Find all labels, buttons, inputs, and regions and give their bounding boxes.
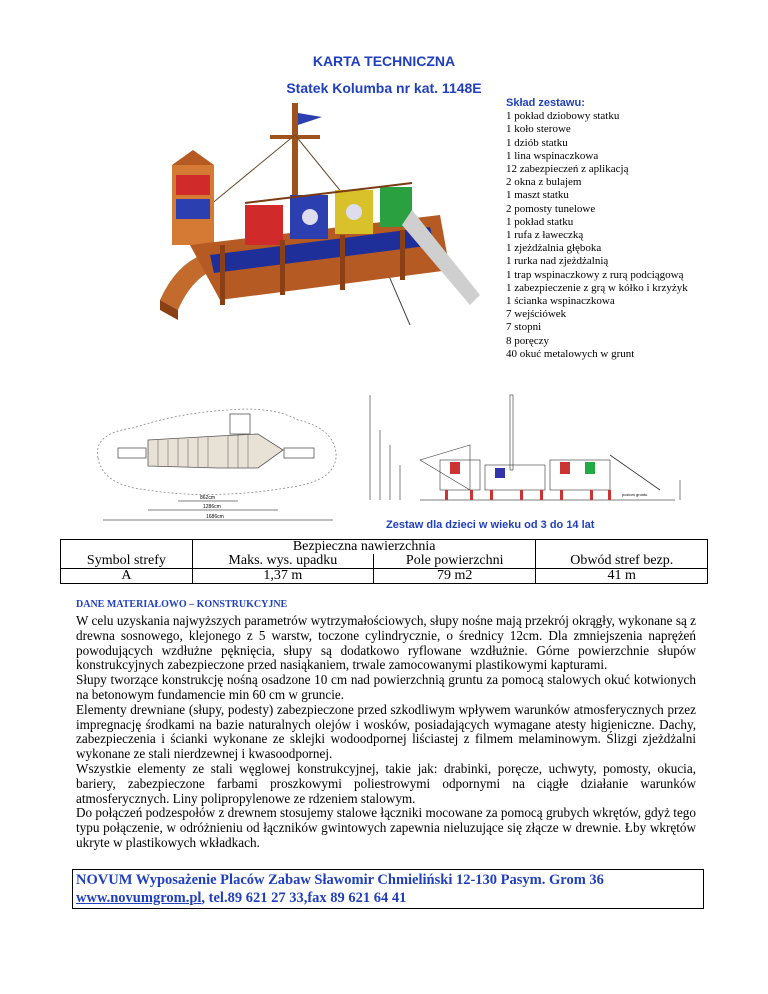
dimension-label: 1686cm	[206, 514, 224, 520]
company-footer	[72, 869, 704, 909]
materials-paragraph: W celu uzyskania najwyższych parametrów wytrzymałościowych, słupy nośne mają przekrój okrągły, wykonane są z drewna sosnowego, klejonego z 5 warstw, toczone cylindrycznie, o średnicy 12cm. Dla zmniejszenia naprężeń powodujących wzdłużne pęknięcia, słupy są dodatkowo ryflowane wzdłużnie. Górne powierzchnie słupów konstrukcyjnych zabezpieczone przed nasiąkaniem, trwale zamocowanymi plastikowymi kapturami.	[76, 613, 696, 673]
materials-paragraph: Elementy drewniane (słupy, podesty) zabezpieczone przed szkodliwym wpływem warunków atmosferycznych przez impregnację środkami na bazie naturalnych olejów i wosków, posiadających wymagane atesty higieniczne. Dachy, zabezpieczenia i ścianki wykonane ze sklejki wodoodpornej liściastej z filmem melaminowym. Ślizgi zjeżdżalni wykonane ze stali nierdzewnej i kwasoodpornej.	[76, 701, 696, 762]
contents-item: 1 lina wspinaczkowa	[506, 149, 599, 162]
product-subtitle: Statek Kolumba nr kat. 1148E	[286, 80, 482, 96]
col-symbol: Symbol strefy	[61, 554, 193, 569]
set-contents	[506, 97, 706, 361]
dimension-label: 862cm	[200, 495, 216, 501]
contents-item: 8 poręczy	[506, 334, 550, 347]
contents-item: 1 rurka nad zjeżdżalnią	[506, 255, 609, 268]
website-link[interactable]: www.novumgrom.pl	[76, 890, 202, 906]
contents-item: 1 zjeżdżalnia głęboka	[506, 242, 602, 255]
contents-item: 1 ścianka wspinaczkowa	[506, 295, 615, 308]
contents-item: 1 maszt statku	[506, 189, 569, 202]
col-perimeter: Obwód stref bezp.	[536, 554, 708, 569]
cell-perimeter: 41 m	[536, 569, 708, 584]
cell-symbol: A	[61, 569, 193, 584]
set-contents-heading: Skład zestawu:	[506, 97, 585, 109]
col-height: Maks. wys. upadku	[192, 554, 373, 569]
company-name: NOVUM Wyposażenie Placów Zabaw Sławomir Chmieliński 12-130 Pasym. Grom 36	[76, 872, 604, 888]
contents-item: 40 okuć metalowych w grunt	[506, 347, 635, 360]
cell-area: 79 m2	[373, 569, 536, 584]
age-note: Zestaw dla dzieci w wieku od 3 do 14 lat	[386, 519, 595, 531]
materials-paragraph: Wszystkie elementy ze stali węglowej konstrukcyjnej, takie jak: drabinki, poręcze, uchwyty, pomosty, okucia, bariery, zabezpieczone farbami proszkowymi poliestrowymi odpornymi na ciągłe działanie warunków atmosferycznych. Liny polipropylenowe ze rdzeniem stalowym.	[76, 760, 696, 806]
contents-item: 1 zabezpieczenie z grą w kółko i krzyżyk	[506, 281, 688, 294]
contents-item: 1 pokład statku	[506, 215, 574, 228]
plan-view-drawing	[88, 398, 348, 526]
contents-item: 2 pomosty tunelowe	[506, 202, 596, 215]
contents-item: 12 zabezpieczeń z aplikacją	[506, 163, 629, 176]
contents-item: 7 stopni	[506, 321, 542, 334]
materials-paragraph: Słupy tworzące konstrukcję nośną osadzone 10 cm nad powierzchnią gruntu za pomocą stalowych okuć kotwionych na betonowym fundamencie min 60 cm w gruncie.	[76, 672, 696, 702]
ground-level-label: poziom gruntu	[622, 492, 648, 497]
col-area: Pole powierzchni	[373, 554, 536, 569]
cell-height: 1,37 m	[192, 569, 373, 584]
contents-item: 2 okna z bulajem	[506, 176, 582, 189]
contact-line	[76, 889, 700, 907]
contents-item: 1 koło sterowe	[506, 123, 571, 136]
surface-header: Bezpieczna nawierzchnia	[192, 540, 536, 555]
dimension-label: 1286cm	[203, 504, 221, 510]
contents-item: 1 dziób statku	[506, 136, 568, 149]
phone-fax: , tel.89 621 27 33,fax 89 621 64 41	[201, 890, 407, 906]
contents-item: 1 trap wspinaczkowy z rurą podciągową	[506, 268, 684, 281]
contents-item: 1 pokład dziobowy statku	[506, 110, 620, 123]
safety-zone-table	[60, 539, 708, 584]
contents-item: 7 wejściówek	[506, 308, 567, 321]
materials-paragraph: Do połączeń podzespołów z drewnem stosujemy stalowe łączniki mocowane za pomocą grubych wkrętów, gdyż tego typu połączenie, w odróżnieniu od łączników gwintowych zapewnia nieluzujące się złącze w drewnie. Łby wkrętów ukryte w plastikowych wkładkach.	[76, 805, 696, 850]
materials-heading: DANE MATERIAŁOWO – KONSTRUKCYJNE	[76, 599, 288, 610]
document-title: KARTA TECHNICZNA	[312, 53, 456, 69]
materials-text	[76, 614, 696, 851]
ship-illustration	[150, 95, 490, 360]
side-view-drawing	[360, 390, 690, 510]
contents-item: 1 rufa z ławeczką	[506, 229, 584, 242]
